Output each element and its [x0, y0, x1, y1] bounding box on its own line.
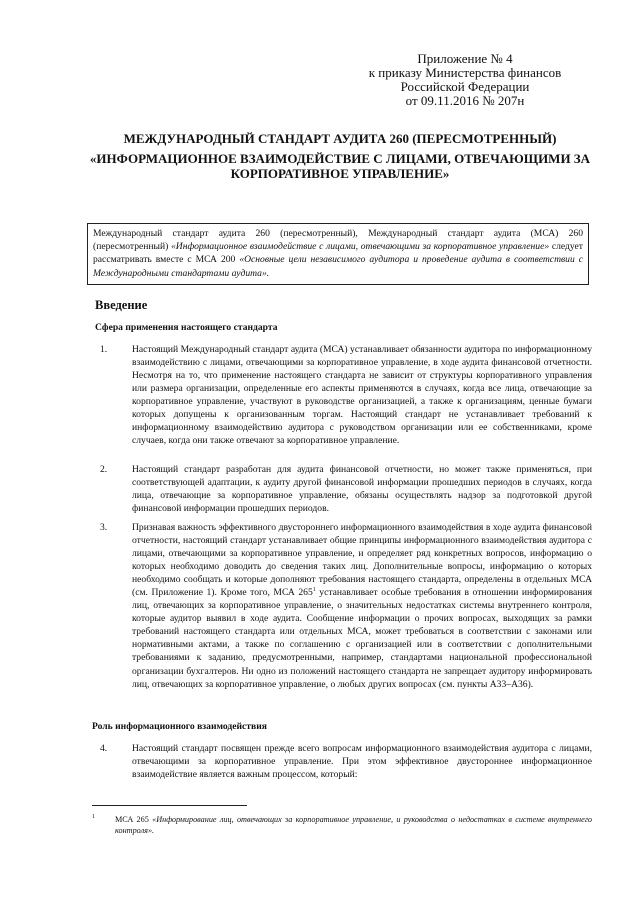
- footnote: [92, 814, 592, 836]
- paragraph-text-part-2: устанавливает особые требования в отношении информирования лиц, отвечающих за корпоративное управление, о значительных недостатках системы внутреннего контроля, которые аудитор выявил в ходе аудита. Сообщение информации о прочих вопросах, выходящих за рамки требований настоящего стандарта или отдельных МСА, может требоваться в соответствии с законами или нормативными актами, а также по соглашению с организацией или в соответствии с дополнительными требованиями к заданию, предусмотренными, например, стандартами национальной профессиональной организации бухгалтеров. Ни одно из положений настоящего стандарта не запрещает аудитору информировать лиц, отвечающих за корпоративное управление, о любых других вопросах (см. пункты А33–А36).: [132, 587, 592, 690]
- footnote-prefix: МСА 265: [115, 815, 153, 824]
- paragraph-2: [95, 463, 592, 515]
- footnote-reference: 1: [312, 587, 316, 594]
- standard-note-box: [87, 223, 589, 285]
- paragraph-text: Настоящий Международный стандарт аудита (МСА) устанавливает обязанности аудитора по информационному взаимодействию с лицами, отвечающими за корпоративное управление, в ходе аудита финансовой отчетности. Несмотря на то, что применение настоящего стандарта не зависит от структуры корпоративного управления или размера организации, определенные его аспекты применяются в случаях, когда все лица, отвечающие за корпоративное управление, участвуют в руководстве организацией, а также к организациям, ценные бумаги которых допущены к организованным торгам. Настоящий стандарт не устанавливает требований к информационному взаимодействию аудитора с руководством организации или ее собственниками, кроме случаев, когда они также отвечают за корпоративное управление.: [132, 344, 592, 447]
- note-text-4: «Основные цели независимого аудитора и проведение аудита в соответствии с Международными стандартами аудита».: [93, 254, 583, 279]
- appendix-line-3: Российской Федерации: [400, 79, 530, 94]
- note-text-3: следует рассматривать вместе с МСА 200: [93, 241, 583, 266]
- paragraph-number: 4.: [100, 743, 108, 754]
- appendix-line-2: к приказу Министерства финансов: [368, 65, 562, 80]
- footnote-text: [115, 814, 592, 836]
- title-line-1: МЕЖДУНАРОДНЫЙ СТАНДАРТ АУДИТА 260 (ПЕРЕСМОТРЕННЫЙ): [123, 131, 557, 146]
- subsection-heading-role: Роль информационного взаимодействия: [92, 721, 267, 732]
- paragraph-text: [132, 521, 592, 691]
- paragraph-text-part-1: Признавая важность эффективного двустороннего информационного взаимодействия в ходе аудита финансовой отчетности, настоящий стандарт устанавливает общие принципы информационного взаимодействия аудитора с лицами, отвечающими за корпоративное управление, и определяет ряд конкретных вопросов, информацию о которых необходимо доводить до сведения таких лиц. Дополнительные вопросы, информацию о которых необходимо сообщать и которые дополняют требования настоящего стандарта, определены в отдельных МСА (см. Приложение 1). Кроме того, МСА 265: [132, 522, 592, 599]
- paragraph-3: [95, 521, 592, 691]
- note-text-2: «Информационное взаимодействие с лицами, отвечающими за корпоративное управление»: [170, 241, 550, 253]
- note-text-1: Международный стандарт аудита 260 (пересмотренный), Международный стандарт аудита (МСА) 260 (пересмотренный): [93, 228, 583, 253]
- appendix-header: [340, 52, 590, 108]
- paragraph-4: [95, 742, 592, 781]
- paragraph-number: 1.: [100, 344, 108, 355]
- paragraph-number: 3.: [100, 522, 108, 533]
- paragraph-1: [95, 343, 592, 447]
- section-heading-introduction: Введение: [95, 298, 148, 312]
- paragraph-number: 2.: [100, 464, 108, 475]
- title-line-2: «ИНФОРМАЦИОННОЕ ВЗАИМОДЕЙСТВИЕ С ЛИЦАМИ, ОТВЕЧАЮЩИМИ ЗА КОРПОРАТИВНОЕ УПРАВЛЕНИЕ»: [89, 151, 591, 181]
- paragraph-text: Настоящий стандарт посвящен прежде всего вопросам информационного взаимодействия аудитора с лицами, отвечающими за корпоративное управление. При этом эффективное двустороннее информационное взаимодействие является важным процессом, который:: [132, 743, 592, 781]
- footnote-italic-text: «Информирование лиц, отвечающих за корпоративное управление, и руководства о недостатках в системе внутреннего контроля».: [115, 815, 592, 835]
- appendix-line-1: Приложение № 4: [417, 51, 513, 66]
- subsection-heading-scope: Сфера применения настоящего стандарта: [95, 322, 278, 333]
- footnote-separator: [92, 805, 247, 806]
- paragraph-text: Настоящий стандарт разработан для аудита финансовой отчетности, но может также применяться, при соответствующей адаптации, к аудиту другой финансовой информации прошедших периодов в случаях, когда лица, отвечающие за корпоративное управление, обязаны осуществлять надзор за подготовкой другой финансовой информации прошедших периодов.: [132, 464, 592, 515]
- appendix-line-4: от 09.11.2016 № 207н: [405, 93, 525, 108]
- document-title: [80, 131, 600, 181]
- footnote-number: 1: [92, 814, 95, 820]
